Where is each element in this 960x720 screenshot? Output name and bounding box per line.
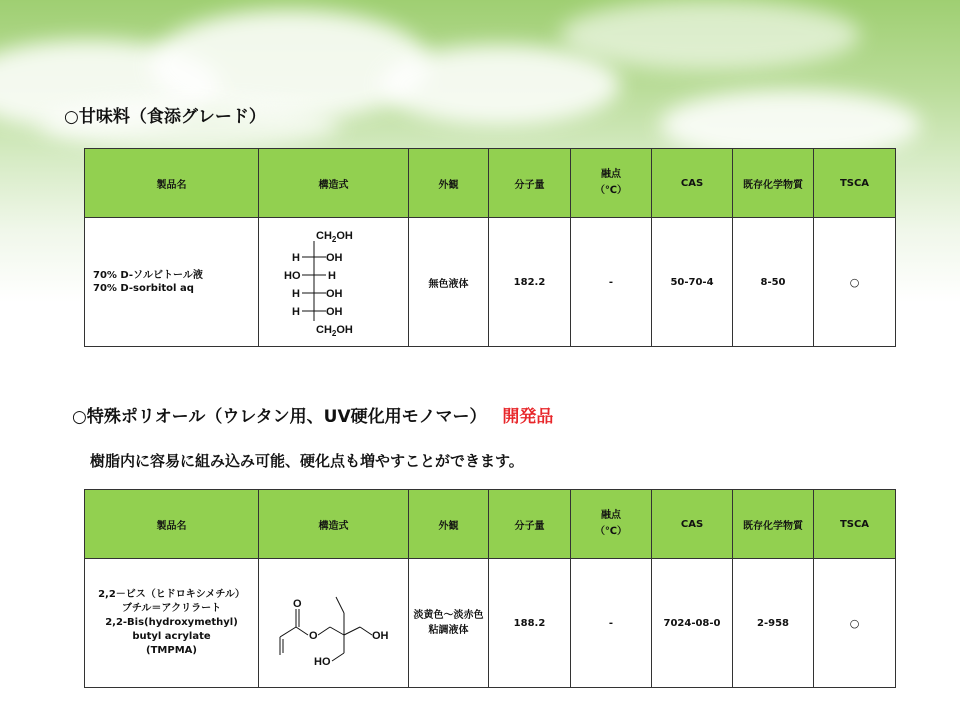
col-cas: CAS	[652, 149, 733, 218]
col-product-name: 製品名	[85, 149, 259, 218]
tsca-cell: ○	[814, 559, 896, 688]
cas-cell: 7024-08-0	[652, 559, 733, 688]
tsca-cell: ○	[814, 218, 896, 347]
table-row	[85, 218, 896, 347]
product-name-jp: 70% D-ソルビトール液	[93, 270, 203, 281]
existing-chem-cell: 2-958	[733, 559, 814, 688]
col-melting-point-bottom: （℃）	[594, 526, 628, 537]
sorbitol-label-oh1: OH	[325, 252, 342, 264]
product-name-abbr: (TMPMA)	[146, 645, 197, 656]
appearance-line2: 粘調液体	[428, 625, 469, 636]
section2-heading-marker: ○	[72, 407, 87, 427]
sorbitol-label-h4: H	[291, 306, 300, 318]
sorbitol-label-oh3: OH	[325, 288, 342, 300]
col-structure: 構造式	[259, 149, 409, 218]
sorbitol-bottom-group: $CH_2OH$	[315, 324, 353, 337]
mw-cell: 182.2	[489, 218, 571, 347]
product-name-cell	[85, 218, 259, 347]
col-structure: 構造式	[259, 490, 409, 559]
section2-heading-text: 特殊ポリオール（ウレタン用、UV硬化用モノマー）	[86, 407, 487, 427]
sorbitol-label-h2: H	[327, 270, 336, 282]
polyol-table	[84, 489, 896, 688]
col-melting-point	[571, 490, 652, 559]
cas-cell: 50-70-4	[652, 218, 733, 347]
table-header-row	[85, 149, 896, 218]
appearance-cell	[409, 559, 489, 688]
col-tsca: TSCA	[814, 149, 896, 218]
col-existing-chemical: 既存化学物質	[733, 490, 814, 559]
section1-heading	[64, 102, 266, 127]
sorbitol-label-h3: H	[291, 288, 300, 300]
table-row	[85, 559, 896, 688]
mp-cell: -	[571, 559, 652, 688]
structure-cell	[259, 559, 409, 688]
col-molecular-weight: 分子量	[489, 490, 571, 559]
sweetener-table	[84, 148, 896, 347]
section1-heading-marker: ○	[64, 107, 79, 127]
col-tsca: TSCA	[814, 490, 896, 559]
product-name-cell	[85, 559, 259, 688]
tmpma-structure	[264, 573, 404, 673]
col-appearance: 外観	[409, 490, 489, 559]
col-appearance: 外観	[409, 149, 489, 218]
structure-cell	[259, 218, 409, 347]
col-melting-point-bottom: （℃）	[594, 185, 628, 196]
mw-cell: 188.2	[489, 559, 571, 688]
col-melting-point	[571, 149, 652, 218]
tmpma-carbonyl-o: O	[292, 598, 302, 610]
section2-subtitle: 樹脂内に容易に組み込み可能、硬化点も増やすことができます。	[90, 452, 524, 470]
sorbitol-top-group: $CH_2OH$	[315, 230, 353, 244]
development-tag: 開発品	[502, 407, 554, 427]
product-name-en1: 2,2-Bis(hydroxymethyl)	[105, 617, 238, 628]
sorbitol-structure	[284, 227, 384, 337]
sorbitol-label-oh4: OH	[325, 306, 342, 318]
col-melting-point-top: 融点	[601, 169, 621, 180]
col-existing-chemical: 既存化学物質	[733, 149, 814, 218]
mp-cell: -	[571, 218, 652, 347]
tmpma-oh: OH	[371, 630, 388, 642]
col-melting-point-top: 融点	[601, 510, 621, 521]
product-name-en: 70% D-sorbitol aq	[93, 283, 194, 294]
section1-heading-text: 甘味料（食添グレード）	[78, 107, 266, 127]
existing-chem-cell: 8-50	[733, 218, 814, 347]
product-name-jp2: ブチル＝アクリラート	[121, 603, 222, 614]
col-product-name: 製品名	[85, 490, 259, 559]
appearance-line1: 淡黄色～淡赤色	[413, 610, 484, 621]
tmpma-ho: HO	[313, 656, 330, 668]
col-cas: CAS	[652, 490, 733, 559]
sorbitol-label-h1: H	[291, 252, 300, 264]
section2-heading	[72, 402, 553, 427]
tmpma-ester-o: O	[308, 630, 318, 642]
table-header-row	[85, 490, 896, 559]
product-name-jp1: 2,2－ビス（ヒドロキシメチル）	[98, 589, 245, 600]
col-molecular-weight: 分子量	[489, 149, 571, 218]
sorbitol-label-ho2: HO	[283, 270, 300, 282]
appearance-cell: 無色液体	[409, 218, 489, 347]
product-name-en2: butyl acrylate	[132, 631, 211, 642]
